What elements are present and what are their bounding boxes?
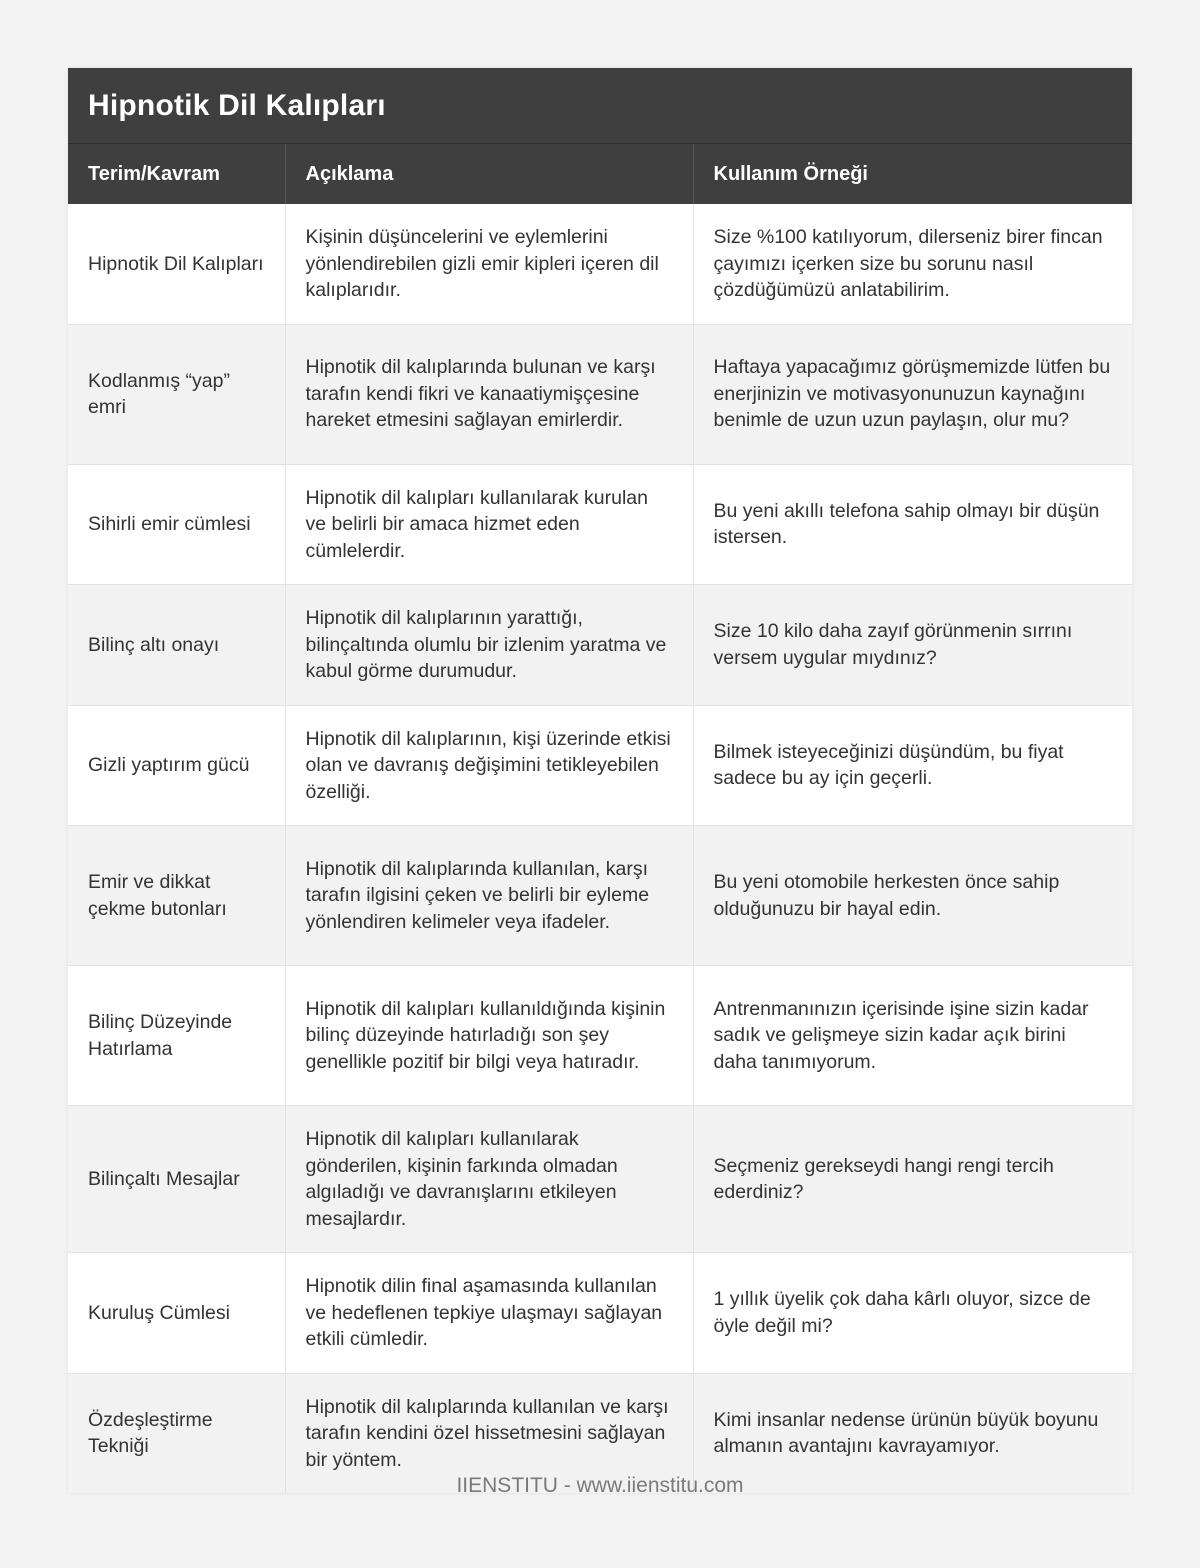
example-cell: Size 10 kilo daha zayıf görünmenin sırrını versem uygular mıydınız? bbox=[693, 585, 1132, 706]
term-cell: Kuruluş Cümlesi bbox=[68, 1253, 285, 1374]
description-cell: Hipnotik dil kalıplarında kullanılan, karşı tarafın ilgisini çeken ve belirli bir eyleme yönlendiren kelimeler veya ifadeler. bbox=[285, 826, 693, 966]
column-header-description: Açıklama bbox=[285, 144, 693, 204]
example-cell: Size %100 katılıyorum, dilerseniz birer fincan çayımızı içerken size bu sorunu nasıl çözdüğümüzü anlatabilirim. bbox=[693, 204, 1132, 324]
table-row bbox=[68, 705, 1132, 826]
description-cell: Hipnotik dil kalıplarının, kişi üzerinde etkisi olan ve davranış değişimini tetikleyebilen özelliği. bbox=[285, 705, 693, 826]
data-table bbox=[68, 144, 1132, 1493]
description-cell: Hipnotik dil kalıplarının yarattığı, bilinçaltında olumlu bir izlenim yaratma ve kabul görme durumudur. bbox=[285, 585, 693, 706]
footer-credit: IIENSTITU - www.iienstitu.com bbox=[456, 1474, 744, 1497]
table-row bbox=[68, 966, 1132, 1106]
example-cell: Bu yeni otomobile herkesten önce sahip olduğunuzu bir hayal edin. bbox=[693, 826, 1132, 966]
column-header-example: Kullanım Örneği bbox=[693, 144, 1132, 204]
header-row bbox=[68, 144, 1132, 204]
term-cell: Kodlanmış “yap” emri bbox=[68, 324, 285, 464]
title-bar bbox=[68, 68, 1132, 144]
example-cell: Antrenmanınızın içerisinde işine sizin kadar sadık ve gelişmeye sizin kadar açık birini daha tanımıyorum. bbox=[693, 966, 1132, 1106]
column-header-term: Terim/Kavram bbox=[68, 144, 285, 204]
description-cell: Kişinin düşüncelerini ve eylemlerini yönlendirebilen gizli emir kipleri içeren dil kalıplarıdır. bbox=[285, 204, 693, 324]
table-row bbox=[68, 1106, 1132, 1253]
term-cell: Bilinç altı onayı bbox=[68, 585, 285, 706]
description-cell: Hipnotik dil kalıpları kullanılarak kurulan ve belirli bir amaca hizmet eden cümlelerdir. bbox=[285, 464, 693, 585]
example-cell: Bilmek isteyeceğinizi düşündüm, bu fiyat sadece bu ay için geçerli. bbox=[693, 705, 1132, 826]
table-row bbox=[68, 585, 1132, 706]
example-cell: 1 yıllık üyelik çok daha kârlı oluyor, sizce de öyle değil mi? bbox=[693, 1253, 1132, 1374]
table-row bbox=[68, 464, 1132, 585]
term-cell: Sihirli emir cümlesi bbox=[68, 464, 285, 585]
table-card bbox=[68, 68, 1132, 1493]
term-cell: Emir ve dikkat çekme butonları bbox=[68, 826, 285, 966]
table-header bbox=[68, 144, 1132, 204]
table-row bbox=[68, 826, 1132, 966]
example-cell: Seçmeniz gerekseydi hangi rengi tercih ederdiniz? bbox=[693, 1106, 1132, 1253]
description-cell: Hipnotik dil kalıpları kullanılarak gönderilen, kişinin farkında olmadan algıladığı ve davranışlarını etkileyen mesajlardır. bbox=[285, 1106, 693, 1253]
description-cell: Hipnotik dilin final aşamasında kullanılan ve hedeflenen tepkiye ulaşmayı sağlayan etkili cümledir. bbox=[285, 1253, 693, 1374]
table-row bbox=[68, 1253, 1132, 1374]
term-cell: Bilinç Düzeyinde Hatırlama bbox=[68, 966, 285, 1106]
table-row bbox=[68, 324, 1132, 464]
description-cell: Hipnotik dil kalıplarında kullanılan ve karşı tarafın kendini özel hissetmesini sağlayan bir yöntem. bbox=[285, 1373, 693, 1493]
page-title: Hipnotik Dil Kalıpları bbox=[88, 88, 386, 122]
term-cell: Özdeşleştirme Tekniği bbox=[68, 1373, 285, 1493]
example-cell: Haftaya yapacağımız görüşmemizde lütfen bu enerjinizin ve motivasyonunuzun kaynağını benimle de uzun uzun paylaşın, olur mu? bbox=[693, 324, 1132, 464]
example-cell: Bu yeni akıllı telefona sahip olmayı bir düşün istersen. bbox=[693, 464, 1132, 585]
example-cell: Kimi insanlar nedense ürünün büyük boyunu almanın avantajını kavrayamıyor. bbox=[693, 1373, 1132, 1493]
description-cell: Hipnotik dil kalıplarında bulunan ve karşı tarafın kendi fikri ve kanaatiymişçesine hareket etmesini sağlayan emirlerdir. bbox=[285, 324, 693, 464]
description-cell: Hipnotik dil kalıpları kullanıldığında kişinin bilinç düzeyinde hatırladığı son şey genellikle pozitif bir bilgi veya hatıradır. bbox=[285, 966, 693, 1106]
term-cell: Bilinçaltı Mesajlar bbox=[68, 1106, 285, 1253]
term-cell: Hipnotik Dil Kalıpları bbox=[68, 204, 285, 324]
table-row bbox=[68, 204, 1132, 324]
term-cell: Gizli yaptırım gücü bbox=[68, 705, 285, 826]
table-body bbox=[68, 204, 1132, 1493]
